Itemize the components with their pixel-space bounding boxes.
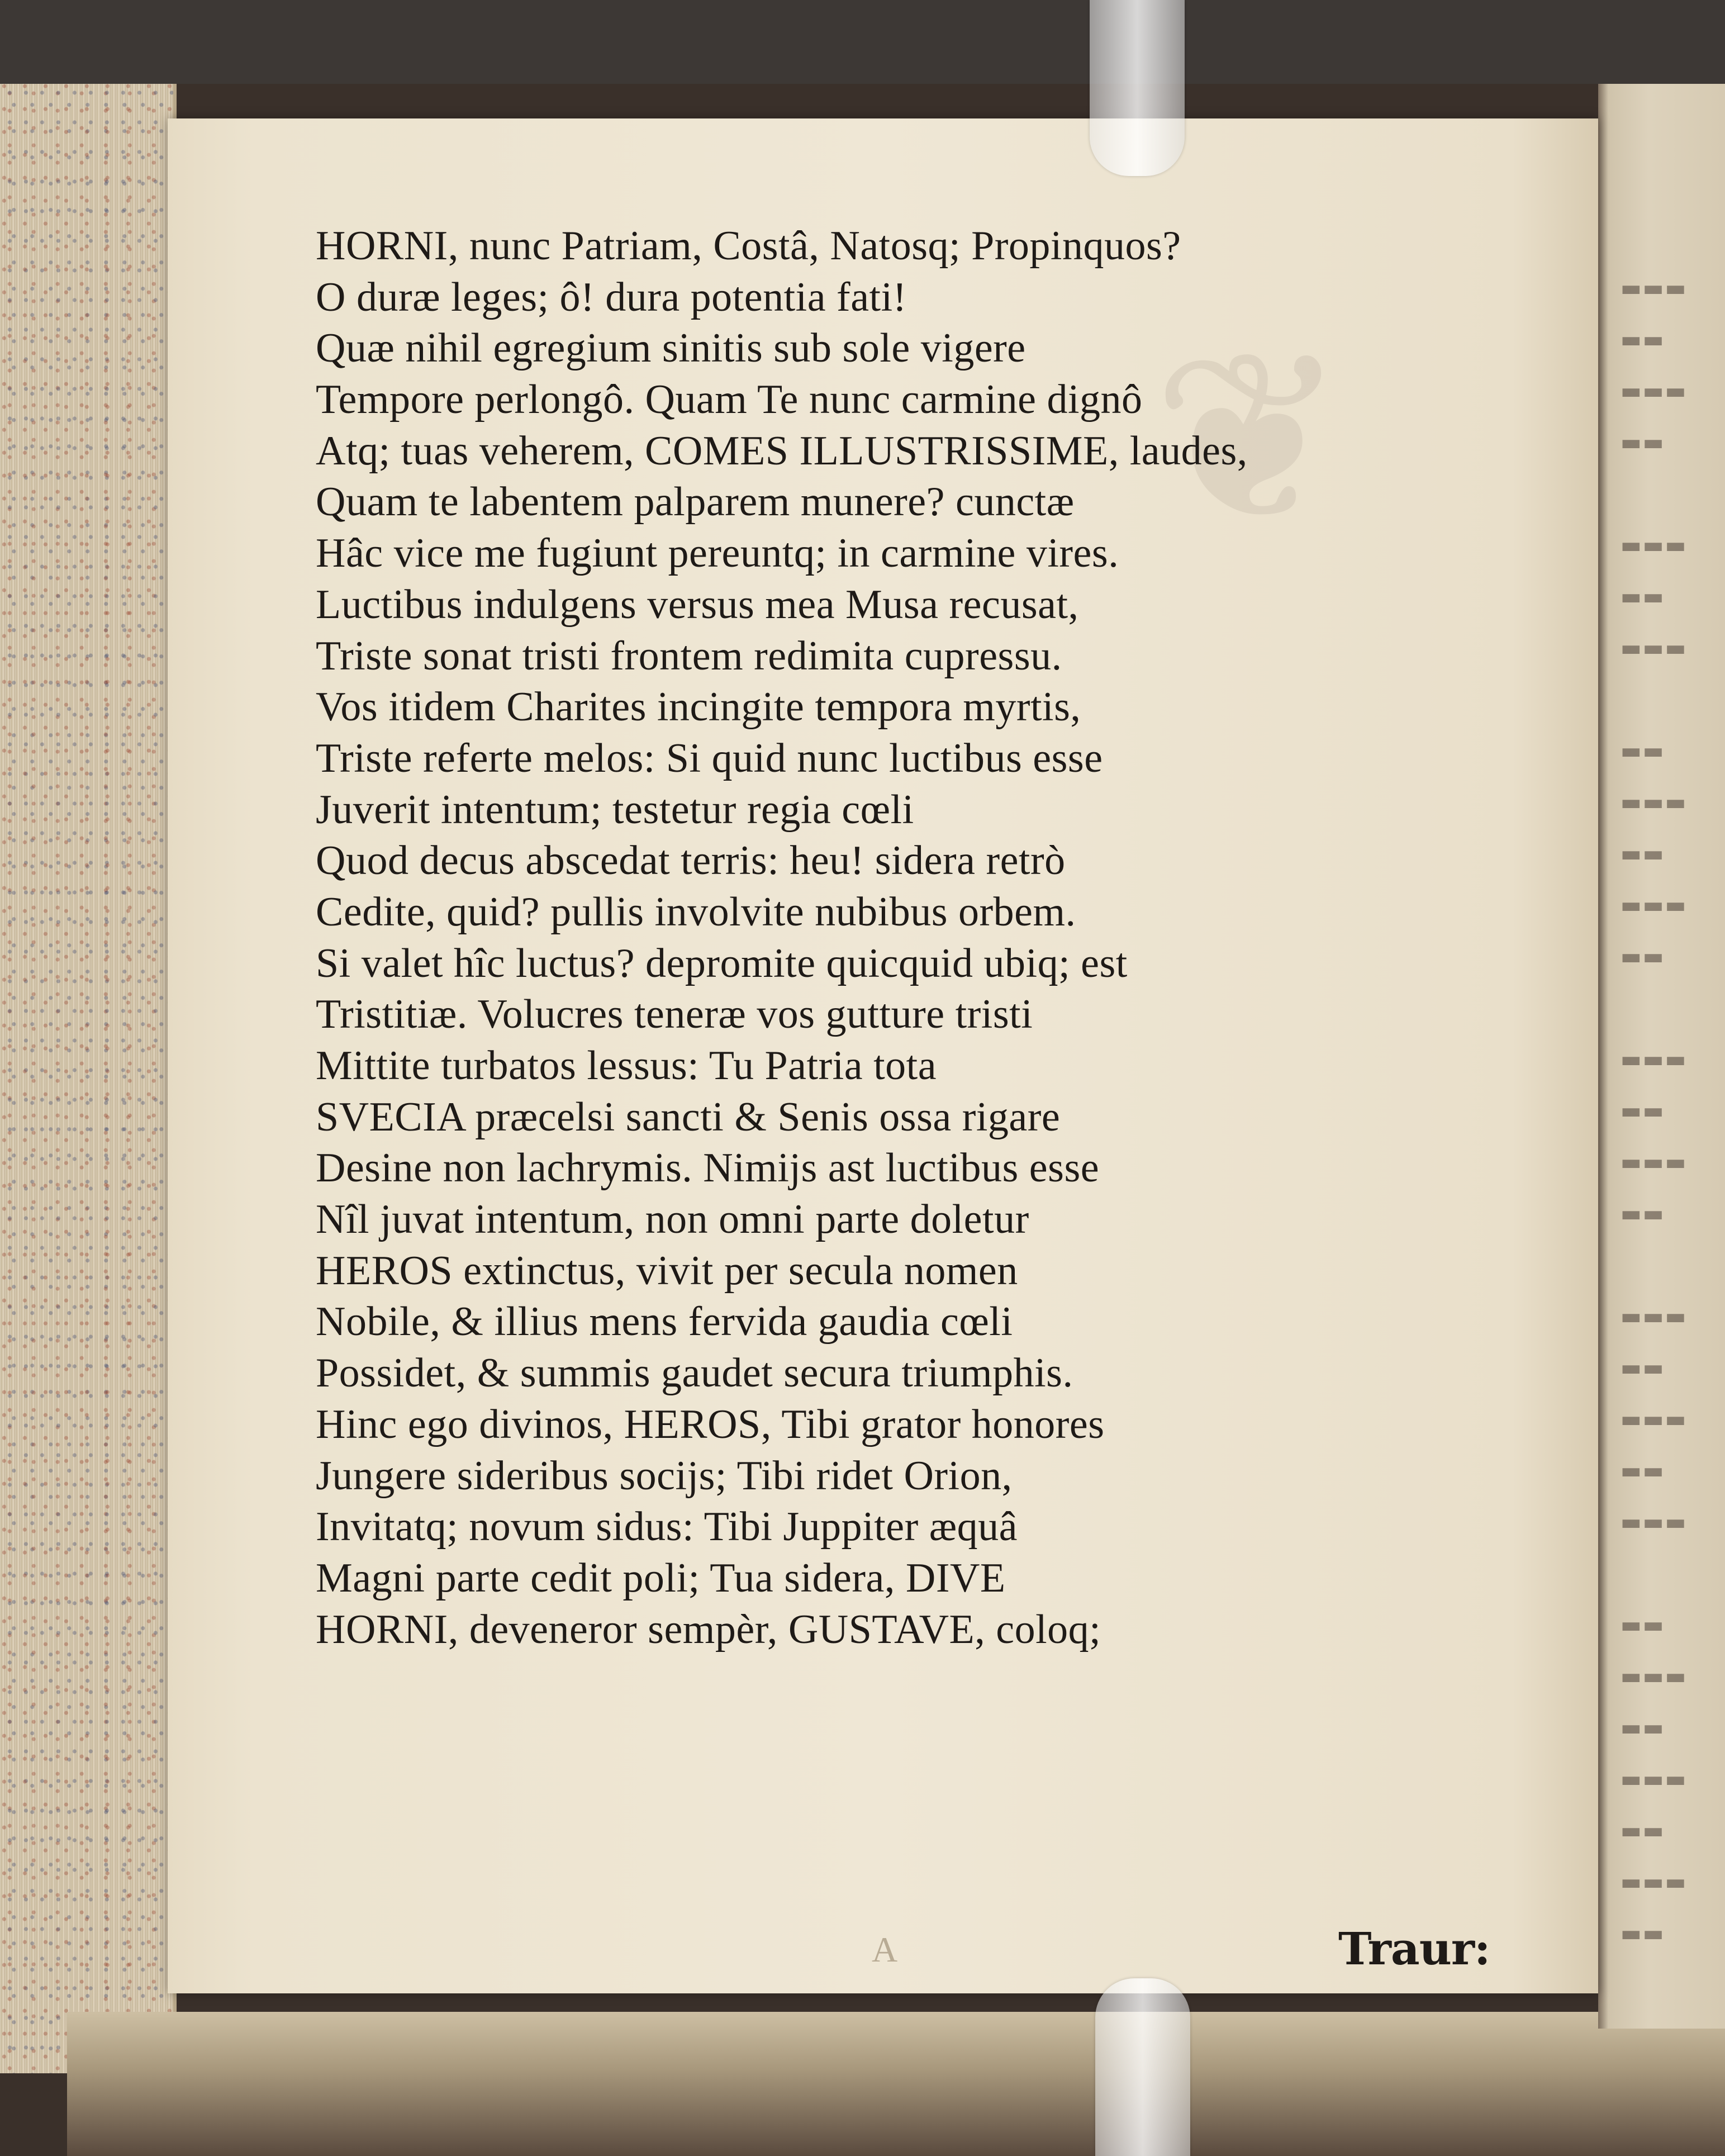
verse-line: Hâc vice me fugiunt pereuntq; in carmine vires. bbox=[316, 530, 1119, 577]
verse-line: Invitatq; novum sidus: Tibi Juppiter æquâ bbox=[316, 1504, 1018, 1550]
verse-line: Possidet, & summis gaudet secura triumphis. bbox=[316, 1350, 1073, 1397]
verse-line: HORNI, deveneror sempèr, GUSTAVE, coloq; bbox=[316, 1606, 1101, 1652]
verse-line: Quæ nihil egregium sinitis sub sole vigere bbox=[316, 325, 1026, 372]
verse-line: Cedite, quid? pullis involvite nubibus orbem. bbox=[316, 889, 1076, 935]
verse-line: Triste sonat tristi frontem redimita cupressu. bbox=[316, 633, 1062, 679]
verse-line: SVECIA præcelsi sancti & Senis ossa rigare bbox=[316, 1094, 1061, 1140]
verse-line: Luctibus indulgens versus mea Musa recusat, bbox=[316, 581, 1079, 628]
verse-line: HORNI, nunc Patriam, Costâ, Natosq; Propinquos? bbox=[316, 223, 1181, 269]
verse-line: O duræ leges; ô! dura potentia fati! bbox=[316, 274, 907, 320]
verse-line: Vos itidem Charites incingite tempora myrtis, bbox=[316, 684, 1081, 730]
verse-block bbox=[316, 221, 1484, 1655]
facing-page-bleed-text: ▬▬▬ ▬▬ ▬▬▬ ▬▬ ▬▬▬ ▬▬ ▬▬▬ ▬▬ ▬▬▬ ▬▬ ▬▬▬ ▬▬ ▬▬▬ ▬▬ ▬▬▬ ▬▬ ▬▬▬ ▬▬ ▬▬▬ ▬▬ ▬▬▬ ▬▬ ▬▬▬ ▬▬ ▬▬▬ ▬▬ ▬▬▬ ▬▬ bbox=[1621, 276, 1688, 1946]
verse-line: Nobile, & illius mens fervida gaudia cœli bbox=[316, 1299, 1013, 1345]
verse-line: Hinc ego divinos, HEROS, Tibi grator honores bbox=[316, 1401, 1105, 1447]
book-bottom-edge bbox=[67, 2012, 1725, 2156]
catchword: Traur: bbox=[1338, 1922, 1490, 1975]
verse-line: Si valet hîc luctus? depromite quicquid ubiq; est bbox=[316, 940, 1128, 986]
page-clip-top bbox=[1090, 0, 1185, 176]
verse-line: Tempore perlongô. Quam Te nunc carmine dignô bbox=[316, 377, 1143, 423]
scan-backdrop bbox=[0, 0, 1725, 84]
verse-line: Atq; tuas veherem, COMES ILLUSTRISSIME, laudes, bbox=[316, 428, 1248, 474]
verse-line: Jungere sideribus socijs; Tibi ridet Orion, bbox=[316, 1452, 1013, 1499]
verse-line: Tristitiæ. Volucres teneræ vos gutture tristi bbox=[316, 991, 1033, 1038]
verse-line: Juverit intentum; testetur regia cœli bbox=[316, 786, 914, 833]
verse-line: Desine non lachrymis. Nimijs ast luctibus esse bbox=[316, 1145, 1100, 1191]
show-through-ornament: ❦ bbox=[1151, 302, 1348, 575]
verse-line: Magni parte cedit poli; Tua sidera, DIVE bbox=[316, 1555, 1006, 1601]
verse-line: Quod decus abscedat terris: heu! sidera retrò bbox=[316, 838, 1066, 884]
verse-line: Triste referte melos: Si quid nunc luctibus esse bbox=[316, 735, 1103, 781]
facing-page bbox=[1598, 84, 1725, 2029]
signature-mark: A bbox=[872, 1930, 898, 1969]
page-clip-bottom bbox=[1095, 1978, 1190, 2156]
verse-line: Quam te labentem palparem munere? cunctæ bbox=[316, 479, 1075, 525]
verse-line: Mittite turbatos lessus: Tu Patria tota bbox=[316, 1043, 937, 1089]
book-page-edges bbox=[0, 84, 177, 2073]
verse-line: HEROS extinctus, vivit per secula nomen bbox=[316, 1247, 1018, 1294]
verse-line: Nîl juvat intentum, non omni parte doletur bbox=[316, 1196, 1029, 1243]
